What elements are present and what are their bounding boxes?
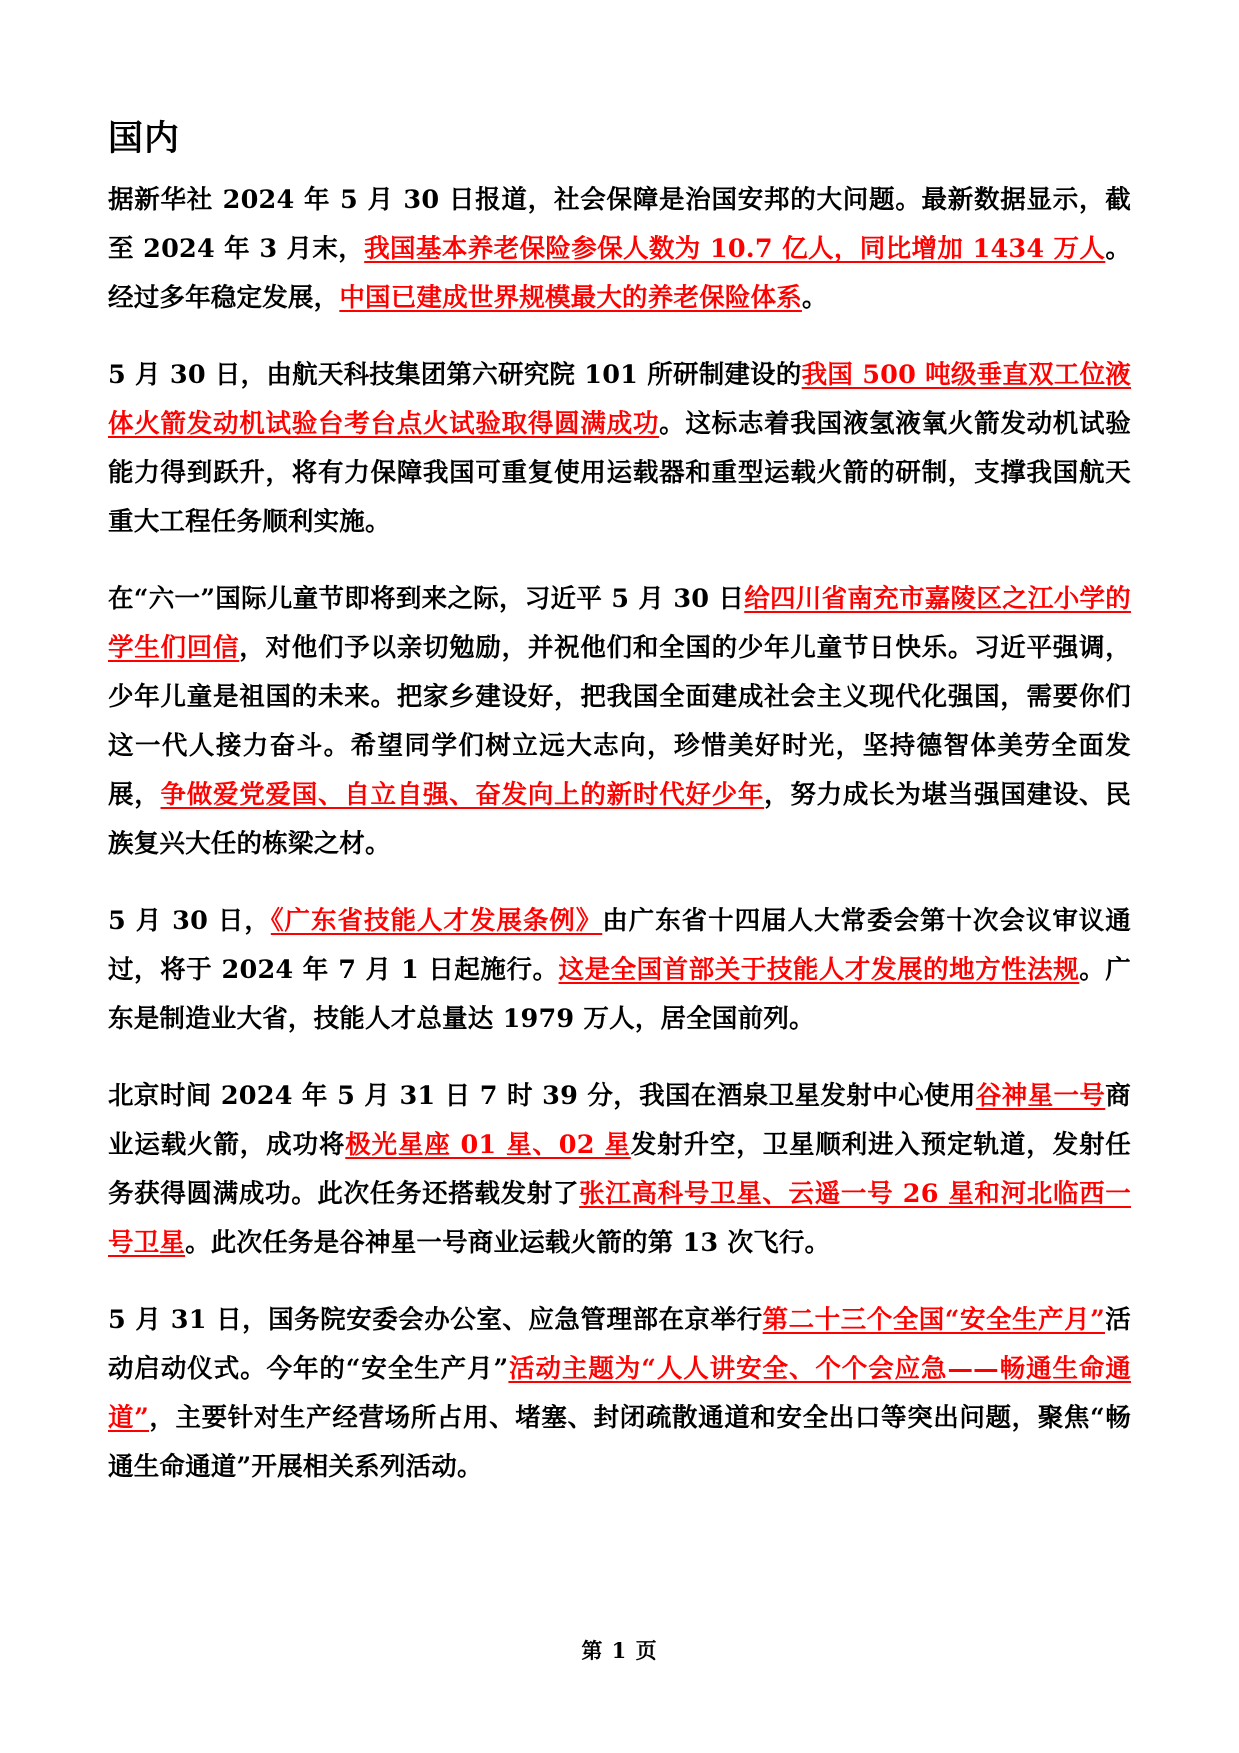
highlighted-text: 极光星座 01 星、02 星	[345, 1130, 631, 1160]
body-text: 活动启动仪式。今年的“安全生产月”	[108, 1305, 1132, 1384]
body-text: ，努力成长为堪当强国建设、民族复兴大任的栋梁之材。	[108, 780, 1131, 859]
highlighted-text: 这是全国首部关于技能人才发展的地方性法规	[558, 955, 1080, 985]
highlighted-text: 谷神星一号	[975, 1081, 1106, 1111]
paragraph-p2-rocket-engine	[108, 351, 1131, 547]
page-footer: 第 1 页	[581, 1638, 658, 1663]
body-text: 。广东是制造业大省，技能人才总量达 1979 万人，居全国前列。	[108, 955, 1131, 1034]
body-text: 5 月 30 日，	[108, 906, 271, 936]
highlighted-text: 我国 500 吨级垂直双工位液体火箭发动机试验台考台点火试验取得圆满成功	[108, 360, 1131, 439]
paragraph-p4-guangdong-regulation	[108, 897, 1131, 1044]
body-text: 。经过多年稳定发展，	[108, 234, 1132, 313]
body-text: 在“六一”国际儿童节即将到来之际，习近平 5 月 30 日	[108, 584, 745, 614]
highlighted-text: 第二十三个全国“安全生产月”	[762, 1305, 1105, 1335]
body-text: ，对他们予以亲切勉励，并祝他们和全国的少年儿童节日快乐。习近平强调，少年儿童是祖国的未来。把家乡建设好，把我国全面建成社会主义现代化强国，需要你们这一代人接力奋斗。希望同学们树立远大志向，珍惜美好时光，坚持德智体美劳全面发展，	[108, 633, 1131, 810]
paragraph-p3-childrens-day-letter	[108, 575, 1131, 869]
body-text: 商业运载火箭，成功将	[108, 1081, 1131, 1160]
highlighted-text: 中国已建成世界规模最大的养老保险体系	[339, 283, 802, 313]
highlighted-text: 活动主题为“人人讲安全、个个会应急——畅通生命通道”	[108, 1354, 1131, 1433]
body-text: 。这标志着我国液氢液氧火箭发动机试验能力得到跃升，将有力保障我国可重复使用运载器和重型运载火箭的研制，支撑我国航天重大工程任务顺利实施。	[108, 409, 1131, 537]
highlighted-text: 给四川省南充市嘉陵区之江小学的学生们回信	[108, 584, 1131, 663]
body-text: 据新华社 2024 年 5 月 30 日报道，社会保障是治国安邦的大问题。最新数据显示，截至 2024 年 3 月末，	[108, 185, 1131, 264]
highlighted-text: 争做爱党爱国、自立自强、奋发向上的新时代好少年	[160, 780, 765, 810]
paragraph-p1-social-security	[108, 176, 1131, 323]
page-title: 国内	[108, 119, 181, 159]
body-text: 5 月 30 日，由航天科技集团第六研究院 101 所研制建设的	[108, 360, 802, 390]
document-body	[108, 176, 1131, 1492]
body-text: 由广东省十四届人大常委会第十次会议审议通过，将于 2024 年 7 月 1 日起施行。	[108, 906, 1131, 985]
body-text: 发射升空，卫星顺利进入预定轨道，发射任务获得圆满成功。此次任务还搭载发射了	[108, 1130, 1132, 1209]
body-text: 5 月 31 日，国务院安委会办公室、应急管理部在京举行	[108, 1305, 763, 1335]
highlighted-text: 张江高科号卫星、云遥一号 26 星和河北临西一号卫星	[108, 1179, 1131, 1258]
paragraph-p6-safety-production-month	[108, 1296, 1131, 1492]
highlighted-text: 《广东省技能人才发展条例》	[270, 906, 603, 936]
body-text: 。此次任务是谷神星一号商业运载火箭的第 13 次飞行。	[185, 1228, 831, 1258]
body-text: 。	[801, 283, 828, 313]
body-text: ，主要针对生产经营场所占用、堵塞、封闭疏散通道和安全出口等突出问题，聚焦“畅通生命通道”开展相关系列活动。	[108, 1403, 1131, 1482]
highlighted-text: 我国基本养老保险参保人数为 10.7 亿人，同比增加 1434 万人	[364, 234, 1106, 264]
paragraph-p5-satellite-launch	[108, 1072, 1131, 1268]
body-text: 北京时间 2024 年 5 月 31 日 7 时 39 分，我国在酒泉卫星发射中心使用	[108, 1081, 976, 1111]
